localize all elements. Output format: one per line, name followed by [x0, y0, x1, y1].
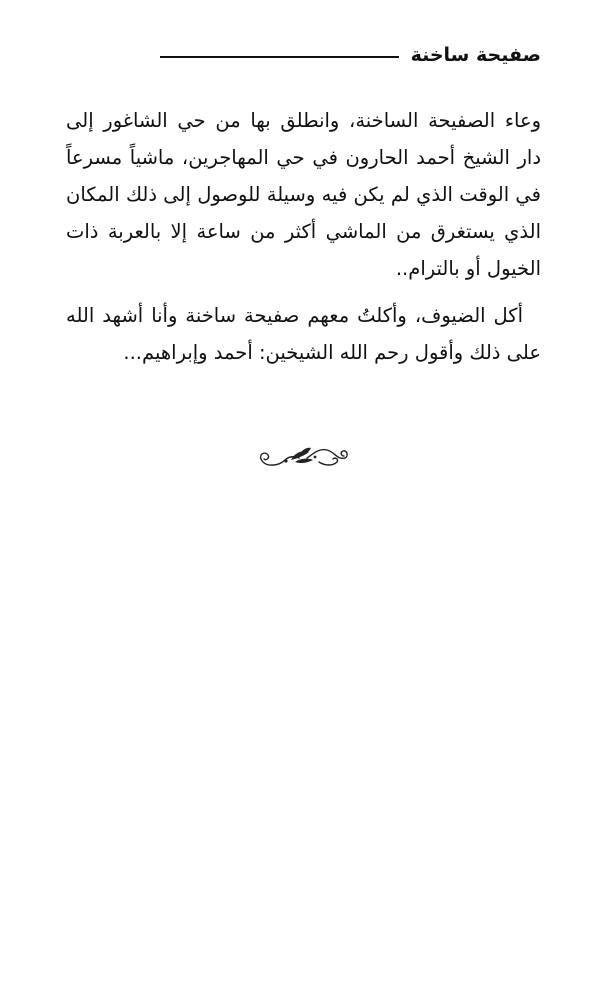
paragraph-1: وعاء الصفيحة الساخنة، وانطلق بها من حي الشاغور إلى دار الشيخ أحمد الحارون في حي المهاجرين، ماشياً مسرعاً في الوقت الذي لم يكن فيه وسيلة للوصول إلى ذلك المكان الذي يستغرق من الماشي أكثر من ساعة إلا بالعربة ذات الخيول أو بالترام..: [66, 109, 541, 280]
running-header: [160, 40, 541, 70]
floral-ornament-icon: [255, 440, 351, 474]
body-text: [66, 102, 541, 371]
paragraph-2: أكل الضيوف، وأكلتُ معهم صفيحة ساخنة وأنا أشهد الله على ذلك وأقول رحم الله الشيخين: أحمد وإبراهيم...: [66, 304, 541, 364]
header-rule: [160, 56, 399, 58]
running-title: صفيحة ساخنة: [410, 44, 541, 66]
